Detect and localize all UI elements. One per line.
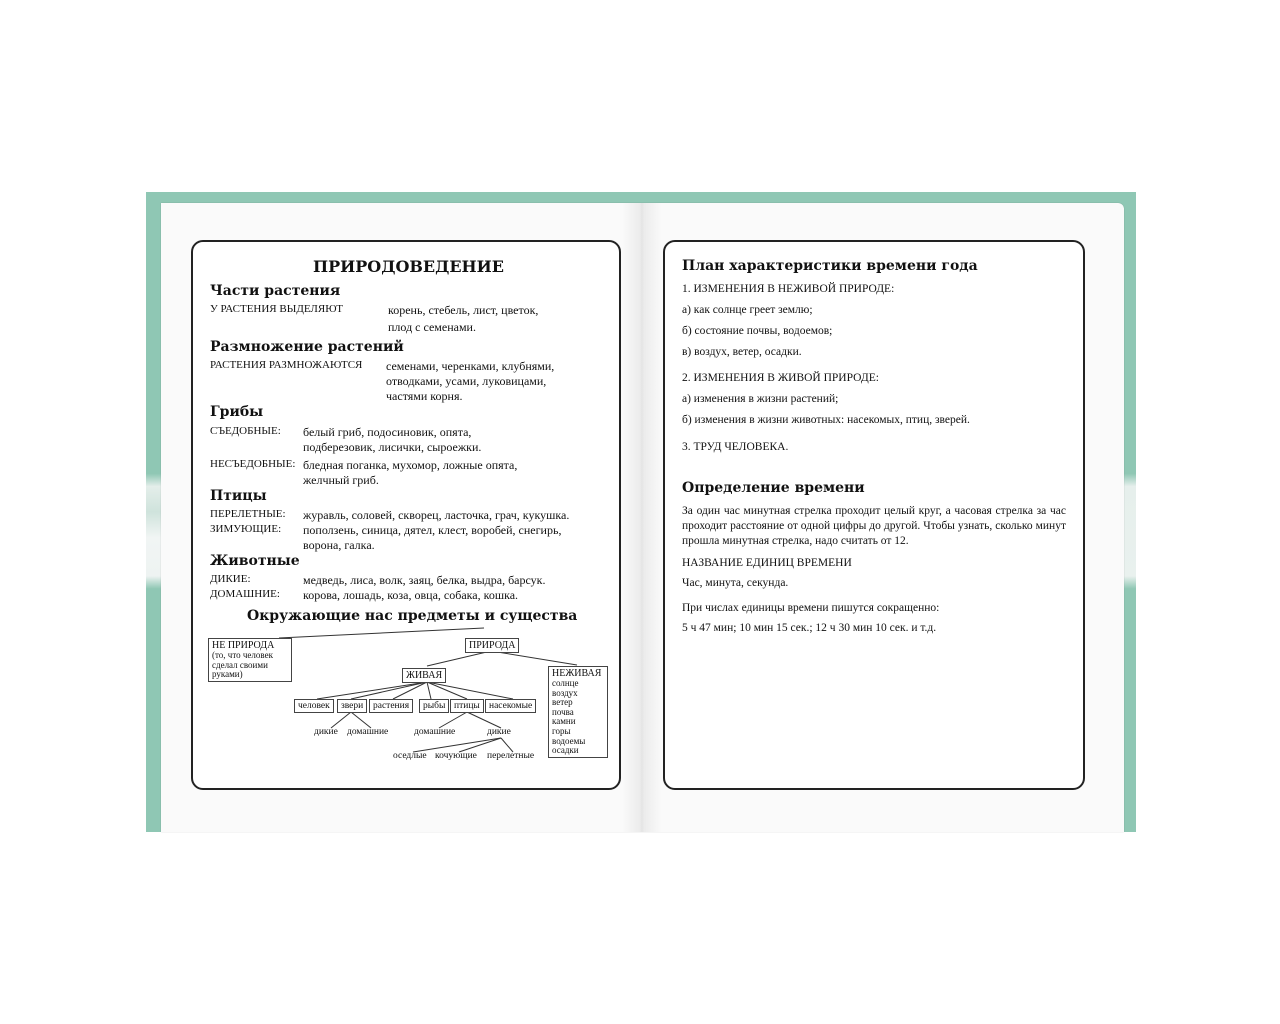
nonliving-item: солнце (552, 678, 579, 688)
not-nature-line-3: руками) (212, 669, 243, 680)
domestic-line: корова, лошадь, коза, овца, собака, кошка. (303, 588, 519, 602)
time-units-line: Час, минута, секунда. (682, 577, 789, 589)
beasts-sub-wild: дикие (314, 727, 338, 737)
time-paragraph: За один час минутная стрелка проходит целый круг, а часовая стрелка за час проходит расстояние от одной цифры до другой. Чтобы узнать, сколько минут прошла минутная стрелка, надо считать от 12. (682, 505, 1066, 547)
nonliving-item: воздух (552, 687, 578, 698)
left-page-title: ПРИРОДОВЕДЕНИЕ (313, 257, 504, 276)
nonliving-item-b: б) состояние почвы, водоемов; (682, 325, 833, 337)
edible-line-2: подберезовик, лисички, сыроежки. (303, 440, 482, 454)
edible-line-1: белый гриб, подосиновик, опята, (303, 425, 472, 439)
living-item-fish: рыбы (419, 699, 449, 713)
plant-parts-heading: Части растения (210, 283, 341, 299)
nonliving-label: НЕЖИВАЯ (552, 668, 602, 679)
not-nature-line-1: (то, что человек (212, 650, 273, 660)
reproduction-heading: Размножение растений (210, 339, 404, 355)
nonliving-box (548, 666, 608, 758)
inedible-line-1: бледная поганка, мухомор, ложные опята, (303, 458, 518, 472)
inedible-label: НЕСЪЕДОБНЫЕ: (210, 458, 296, 470)
mushrooms-heading: Грибы (210, 404, 264, 420)
domestic-label: ДОМАШНИЕ: (210, 588, 280, 600)
wild-birds-migratory: перелетные (487, 751, 535, 761)
season-plan-title: План характеристики времени года (682, 258, 978, 274)
cover-edge (1122, 192, 1136, 832)
animals-heading: Животные (210, 553, 300, 569)
nonliving-item: водоемы (552, 735, 586, 746)
beasts-sub-domestic: домашние (347, 727, 389, 737)
diagram-heading: Окружающие нас предметы и существа (247, 608, 578, 624)
nonliving-item: ветер (552, 697, 573, 708)
living-item-birds: птицы (450, 699, 484, 713)
wintering-label: ЗИМУЮЩИЕ: (210, 523, 282, 535)
nature-box: ПРИРОДА (465, 638, 519, 653)
migratory-label: ПЕРЕЛЕТНЫЕ: (210, 508, 286, 520)
birds-sub-wild: дикие (487, 727, 511, 737)
wild-label: ДИКИЕ: (210, 573, 251, 585)
nonliving-item: горы (552, 725, 571, 736)
reproduction-line-2: отводками, усами, луковицами, (386, 374, 547, 388)
nonliving-item: почва (552, 706, 574, 717)
living-item-plants: растения (369, 699, 413, 713)
plant-parts-label: У РАСТЕНИЯ ВЫДЕЛЯЮТ (210, 303, 343, 315)
nonliving-item: осадки (552, 745, 579, 756)
nature-diagram (191, 600, 621, 780)
reproduction-label: РАСТЕНИЯ РАЗМНОЖАЮТСЯ (210, 359, 363, 371)
not-nature-line-2: сделал своими (212, 659, 268, 670)
migratory-line: журавль, соловей, скворец, ласточка, грач, кукушка. (303, 508, 570, 522)
human-labor: 3. ТРУД ЧЕЛОВЕКА. (682, 441, 789, 453)
time-units-heading: НАЗВАНИЕ ЕДИНИЦ ВРЕМЕНИ (682, 557, 852, 569)
living-item-beasts: звери (337, 699, 367, 713)
living-changes-heading: 2. ИЗМЕНЕНИЯ В ЖИВОЙ ПРИРОДЕ: (682, 372, 879, 384)
living-box: ЖИВАЯ (402, 668, 446, 683)
inedible-line-2: желчный гриб. (303, 473, 379, 487)
wintering-line-1: поползень, синица, дятел, клест, воробей, снегирь, (303, 523, 562, 537)
living-item-insects: насекомые (485, 699, 536, 713)
not-nature-box (208, 638, 292, 682)
edible-label: СЪЕДОБНЫЕ: (210, 425, 281, 437)
wild-birds-nomadic: кочующие (435, 751, 477, 761)
living-item-human: человек (294, 699, 334, 713)
abbreviation-examples: 5 ч 47 мин; 10 мин 15 сек.; 12 ч 30 мин 10 сек. и т.д. (682, 622, 937, 634)
living-item-b: б) изменения в жизни животных: насекомых, птиц, зверей. (682, 414, 970, 426)
reproduction-line-3: частями корня. (386, 389, 463, 403)
page-spine (622, 203, 662, 832)
nonliving-changes-heading: 1. ИЗМЕНЕНИЯ В НЕЖИВОЙ ПРИРОДЕ: (682, 283, 895, 295)
plant-parts-line-2: плод с семенами. (388, 320, 476, 334)
wild-birds-sedentary: оседлые (393, 751, 427, 761)
plant-parts-line-1: корень, стебель, лист, цветок, (388, 303, 539, 317)
abbreviation-intro: При числах единицы времени пишутся сокращенно: (682, 602, 940, 614)
nonliving-item-a: а) как солнце греет землю; (682, 304, 813, 316)
birds-heading: Птицы (210, 488, 267, 504)
time-definition-title: Определение времени (682, 480, 865, 496)
reproduction-line-1: семенами, черенками, клубнями, (386, 359, 555, 373)
nonliving-item-c: в) воздух, ветер, осадки. (682, 346, 802, 358)
wild-line: медведь, лиса, волк, заяц, белка, выдра, барсук. (303, 573, 546, 587)
living-item-a: а) изменения в жизни растений; (682, 393, 839, 405)
nonliving-item: камни (552, 716, 576, 727)
wintering-line-2: ворона, галка. (303, 538, 375, 552)
not-nature-label: НЕ ПРИРОДА (212, 640, 275, 651)
birds-sub-domestic: домашние (414, 727, 456, 737)
